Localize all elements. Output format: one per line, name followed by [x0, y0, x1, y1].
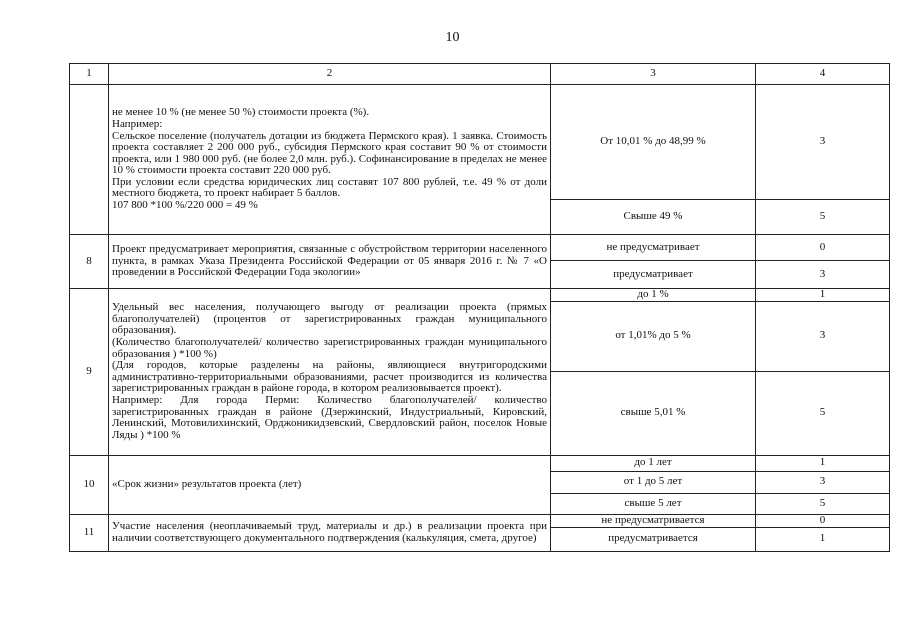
table-row [70, 289, 890, 302]
option-value: свыше 5 лет [551, 493, 756, 514]
option-score: 1 [756, 455, 890, 471]
criterion-description: «Срок жизни» результатов проекта (лет) [109, 455, 551, 514]
option-value: предусматривает [551, 261, 756, 289]
option-value: от 1 до 5 лет [551, 471, 756, 493]
criterion-description: Проект предусматривает мероприятия, связанные с обустройством территории населенного пункта, в рамках Указа Президента Российской Федерации от 05 января 2016 г. № 7 «О проведении в Российской Федерации Года экологии» [109, 235, 551, 289]
option-value: от 1,01% до 5 % [551, 301, 756, 371]
option-value: От 10,01 % до 48,99 % [551, 85, 756, 200]
table-row [70, 85, 890, 200]
option-value: до 1 % [551, 289, 756, 302]
table-row [70, 514, 890, 527]
page-number: 10 [445, 30, 460, 45]
row-number: 11 [70, 514, 109, 551]
option-value: предусматривается [551, 527, 756, 551]
option-value: не предусматривается [551, 514, 756, 527]
criterion-description: Участие населения (неоплачиваемый труд, материалы и др.) в реализации проекта при наличии соответствующего документального подтверждения (калькуляция, смета, другое) [109, 514, 551, 551]
option-score: 1 [756, 289, 890, 302]
header-col-3: 3 [551, 64, 756, 85]
option-value: свыше 5,01 % [551, 371, 756, 455]
row-number: 9 [70, 289, 109, 456]
option-score: 0 [756, 514, 890, 527]
header-col-4: 4 [756, 64, 890, 85]
desc-line: При условии если средства юридических лиц составят 107 800 рублей, т.е. 49 % от доли местного бюджета, то проект набирает 5 баллов. [112, 175, 547, 200]
table-row [70, 455, 890, 471]
desc-line: Удельный вес населения, получающего выгоду от реализации проекта (прямых благополучателей) (процентов от зарегистрированных граждан муниципального образования). [112, 301, 547, 337]
option-score: 3 [756, 301, 890, 371]
criterion-description [109, 289, 551, 456]
option-score: 5 [756, 200, 890, 235]
option-score: 5 [756, 371, 890, 455]
option-value: Свыше 49 % [551, 200, 756, 235]
row-number [70, 85, 109, 235]
desc-line: Например: Для города Перми: Количество благополучателей/ количество зарегистрированных граждан в районе (Дзержинский, Индустриальный, Кировский, Ленинский, Мотовилихинский, Орджоникидзевский, Свердловский район, поселок Новые Ляды ) *100 % [112, 393, 547, 441]
option-score: 0 [756, 235, 890, 261]
row-number: 10 [70, 455, 109, 514]
desc-line: 107 800 *100 %/220 000 = 49 % [112, 199, 258, 212]
desc-line: Сельское поселение (получатель дотации из бюджета Пермского края). 1 заявка. Стоимость проекта составляет 2 200 000 руб., субсидия Пермского края составит 90 % от стоимости проекта, или 1 980 000 руб. (не более 2,0 млн. руб.). Софинансирование в пределах не менее 10 % стоимости проекта составит 220 000 руб. [112, 129, 547, 177]
desc-line: не менее 10 % (не менее 50 %) стоимости проекта (%). [112, 106, 370, 119]
criteria-table [69, 63, 890, 552]
header-col-1: 1 [70, 64, 109, 85]
desc-line: (Количество благополучателей/ количество зарегистрированных граждан муниципального образования ) *100 %) [112, 336, 547, 360]
header-row [70, 64, 890, 85]
desc-line: Например: [112, 117, 163, 130]
option-score: 3 [756, 261, 890, 289]
header-col-2: 2 [109, 64, 551, 85]
option-score: 3 [756, 471, 890, 493]
table-row [70, 235, 890, 261]
row-number: 8 [70, 235, 109, 289]
option-value: до 1 лет [551, 455, 756, 471]
criterion-description [109, 85, 551, 235]
option-score: 1 [756, 527, 890, 551]
option-value: не предусматривает [551, 235, 756, 261]
desc-line: (Для городов, которые разделены на районы, являющиеся внутригородскими административно-территориальными образованиями, расчет производится из количества зарегистрированных граждан в районе города, в котором реализовывается проект). [112, 359, 547, 395]
option-score: 3 [756, 85, 890, 200]
option-score: 5 [756, 493, 890, 514]
